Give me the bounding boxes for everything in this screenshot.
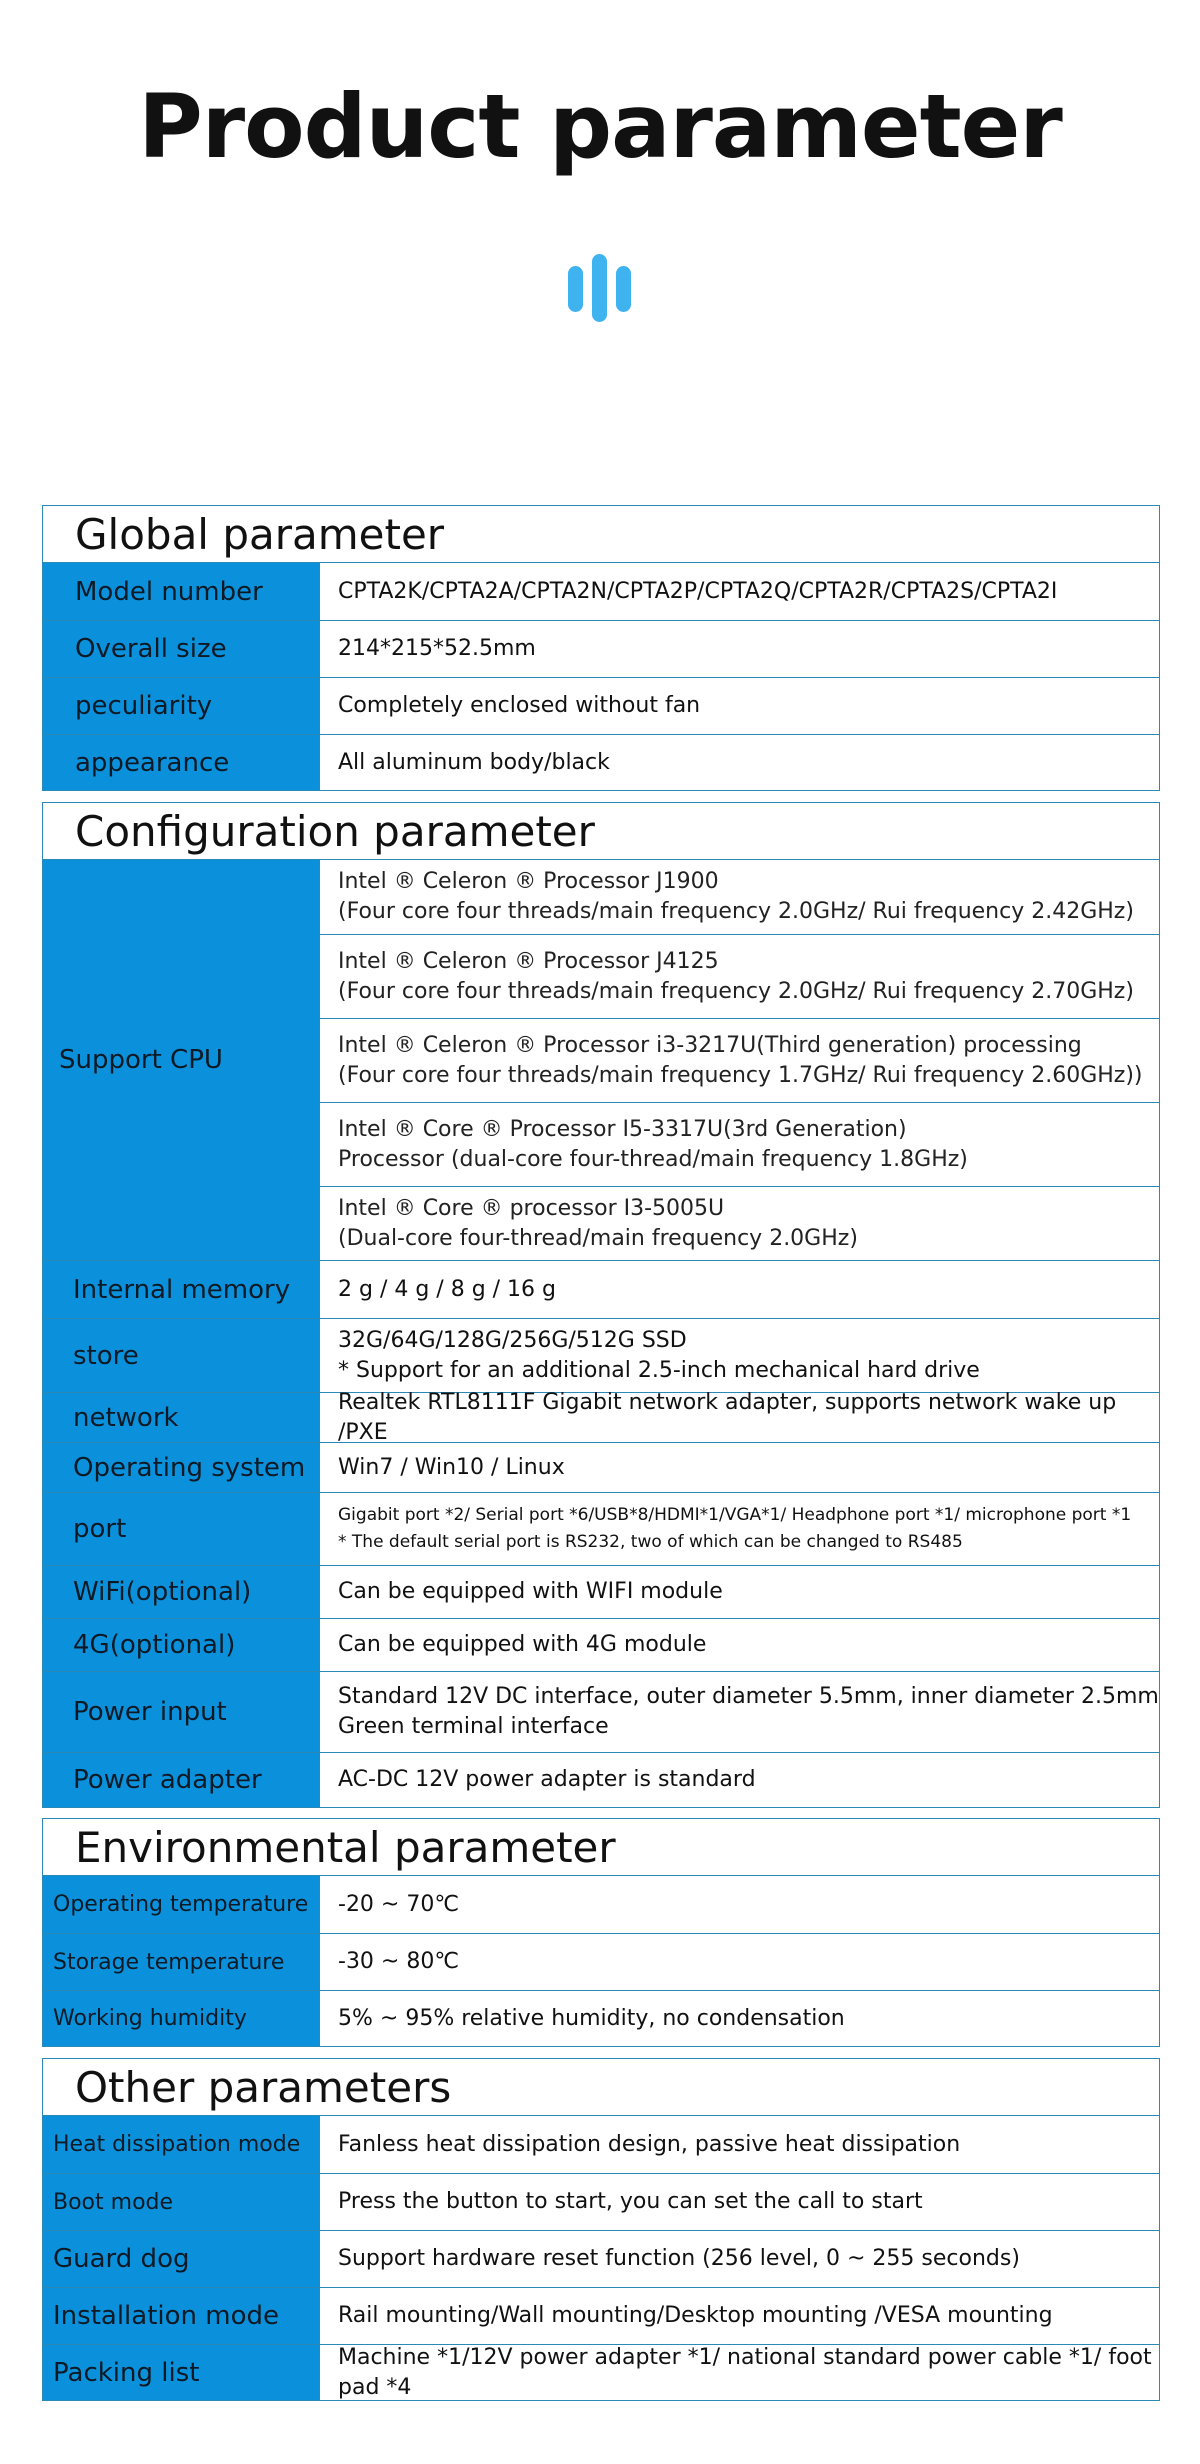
configuration-parameter-section [42,802,1160,1808]
value-line: Win7 / Win10 / Linux [338,1454,565,1480]
row-label: Model number [43,563,320,620]
table-row [43,1261,1159,1318]
row-value [320,1934,1159,1990]
row-value [320,2116,1159,2173]
value-line: Realtek RTL8111F Gigabit network adapter, supports network wake up /PXE [338,1389,1117,1445]
cpu-item [320,1186,1159,1260]
row-value [320,2231,1159,2287]
cpu-item [320,1102,1159,1186]
value-line: (Four core four threads/main frequency 2.0GHz/ Rui frequency 2.42GHz) [338,899,1134,924]
value-line: (Four core four threads/main frequency 1.7GHz/ Rui frequency 2.60GHz)) [338,1062,1143,1088]
table-row [43,734,1159,790]
row-label: Heat dissipation mode [43,2116,320,2173]
value-line: Intel ® Celeron ® Processor J1900 [338,869,719,894]
row-label: port [43,1493,320,1565]
row-label: Boot mode [43,2174,320,2230]
global-parameter-section [42,505,1160,791]
value-line: Intel ® Celeron ® Processor J4125 [338,948,719,974]
row-value [320,621,1159,677]
value-line: 32G/64G/128G/256G/512G SSD [338,1327,687,1353]
table-row [43,1565,1159,1618]
section-heading: Global parameter [43,506,1159,563]
table-row [43,1618,1159,1671]
value-line: (Dual-core four-thread/main frequency 2.0GHz) [338,1225,858,1251]
page-title: Product parameter [138,75,1062,178]
table-row [43,1389,1159,1445]
value-line: All aluminum body/black [338,749,610,775]
value-line: Machine *1/12V power adapter *1/ national standard power cable *1/ foot pad *4 [338,2344,1152,2400]
value-line: Gigabit port *2/ Serial port *6/USB*8/HDMI*1/VGA*1/ Headphone port *1/ microphone port *1 [338,1505,1132,1525]
table-row [43,2344,1159,2400]
row-value [320,2345,1159,2400]
value-line: Intel ® Celeron ® Processor i3-3217U(Third generation) processing [338,1032,1082,1058]
row-label: appearance [43,735,320,790]
value-line: 2 g / 4 g / 8 g / 16 g [338,1276,557,1302]
row-value [320,678,1159,734]
value-line: 214*215*52.5mm [338,636,536,661]
value-line: Processor (dual-core four-thread/main frequency 1.8GHz) [338,1146,968,1172]
row-label: Operating temperature [43,1876,320,1933]
table-row [43,2230,1159,2287]
row-value [320,1493,1159,1565]
value-line: -20 ~ 70℃ [338,1891,460,1917]
row-label: Internal memory [43,1261,320,1318]
table-row [43,1990,1159,2046]
table-row [43,1442,1159,1492]
row-value [320,1876,1159,1933]
row-label: Installation mode [43,2288,320,2344]
support-cpu-group [43,860,1159,1261]
table-row [43,2173,1159,2230]
section-heading: Configuration parameter [43,803,1159,860]
decorative-bars-icon [566,254,634,322]
value-line: Intel ® Core ® processor I3-5005U [338,1195,725,1221]
value-line: Can be equipped with 4G module [338,1632,707,1657]
value-line: Support hardware reset function (256 level, 0 ~ 255 seconds) [338,2246,1020,2271]
row-value [320,2174,1159,2230]
row-value [320,1443,1159,1492]
row-value [320,1261,1159,1318]
section-heading: Other parameters [43,2059,1159,2116]
row-value [320,563,1159,620]
row-label: Packing list [43,2345,320,2400]
value-line: Intel ® Core ® Processor I5-3317U(3rd Generation) [338,1116,907,1142]
row-label: WiFi(optional) [43,1566,320,1618]
row-value [320,1389,1159,1445]
row-label: Guard dog [43,2231,320,2287]
cpu-list [320,860,1159,1260]
table-row [43,1318,1159,1392]
cpu-item [320,934,1159,1018]
row-label: Operating system [43,1443,320,1492]
value-line: (Four core four threads/main frequency 2.0GHz/ Rui frequency 2.70GHz) [338,978,1134,1004]
value-line: Fanless heat dissipation design, passive heat dissipation [338,2131,961,2157]
table-row [43,677,1159,734]
value-line: Standard 12V DC interface, outer diameter 5.5mm, inner diameter 2.5mm [338,1684,1159,1709]
row-value [320,1619,1159,1671]
row-value [320,1672,1159,1752]
row-label: Power input [43,1672,320,1752]
row-value [320,735,1159,790]
value-line: 5% ~ 95% relative humidity, no condensation [338,2005,845,2031]
table-row [43,2116,1159,2173]
table-row [43,620,1159,677]
table-row [43,1752,1159,1807]
value-line: AC-DC 12V power adapter is standard [338,1767,756,1792]
table-row [43,1933,1159,1990]
row-label: Overall size [43,621,320,677]
value-line: Rail mounting/Wall mounting/Desktop mounting /VESA mounting [338,2303,1053,2328]
value-line: * The default serial port is RS232, two of which can be changed to RS485 [338,1532,963,1552]
row-value [320,1753,1159,1807]
row-value [320,1319,1159,1392]
table-row [43,1492,1159,1565]
cpu-item [320,1018,1159,1102]
value-line: Can be equipped with WIFI module [338,1579,723,1604]
row-label: network [43,1393,320,1442]
section-heading: Environmental parameter [43,1819,1159,1876]
value-line: Press the button to start, you can set the call to start [338,2189,923,2214]
value-line: Completely enclosed without fan [338,693,701,718]
other-parameters-section [42,2058,1160,2401]
row-label: Support CPU [43,860,320,1260]
cpu-item [320,860,1159,934]
value-line: * Support for an additional 2.5-inch mechanical hard drive [338,1357,980,1383]
value-line: Green terminal interface [338,1714,609,1739]
row-value [320,2288,1159,2344]
row-label: Storage temperature [43,1934,320,1990]
table-row [43,1671,1159,1752]
environmental-parameter-section [42,1818,1160,2047]
table-row [43,563,1159,620]
row-value [320,1991,1159,2046]
row-label: peculiarity [43,678,320,734]
row-label: 4G(optional) [43,1619,320,1671]
row-label: Power adapter [43,1753,320,1807]
table-row [43,1876,1159,1933]
value-line: CPTA2K/CPTA2A/CPTA2N/CPTA2P/CPTA2Q/CPTA2R/CPTA2S/CPTA2I [338,578,1058,604]
value-line: -30 ~ 80℃ [338,1949,460,1974]
table-row [43,2287,1159,2344]
row-label: store [43,1319,320,1392]
row-value [320,1566,1159,1618]
row-label: Working humidity [43,1991,320,2046]
